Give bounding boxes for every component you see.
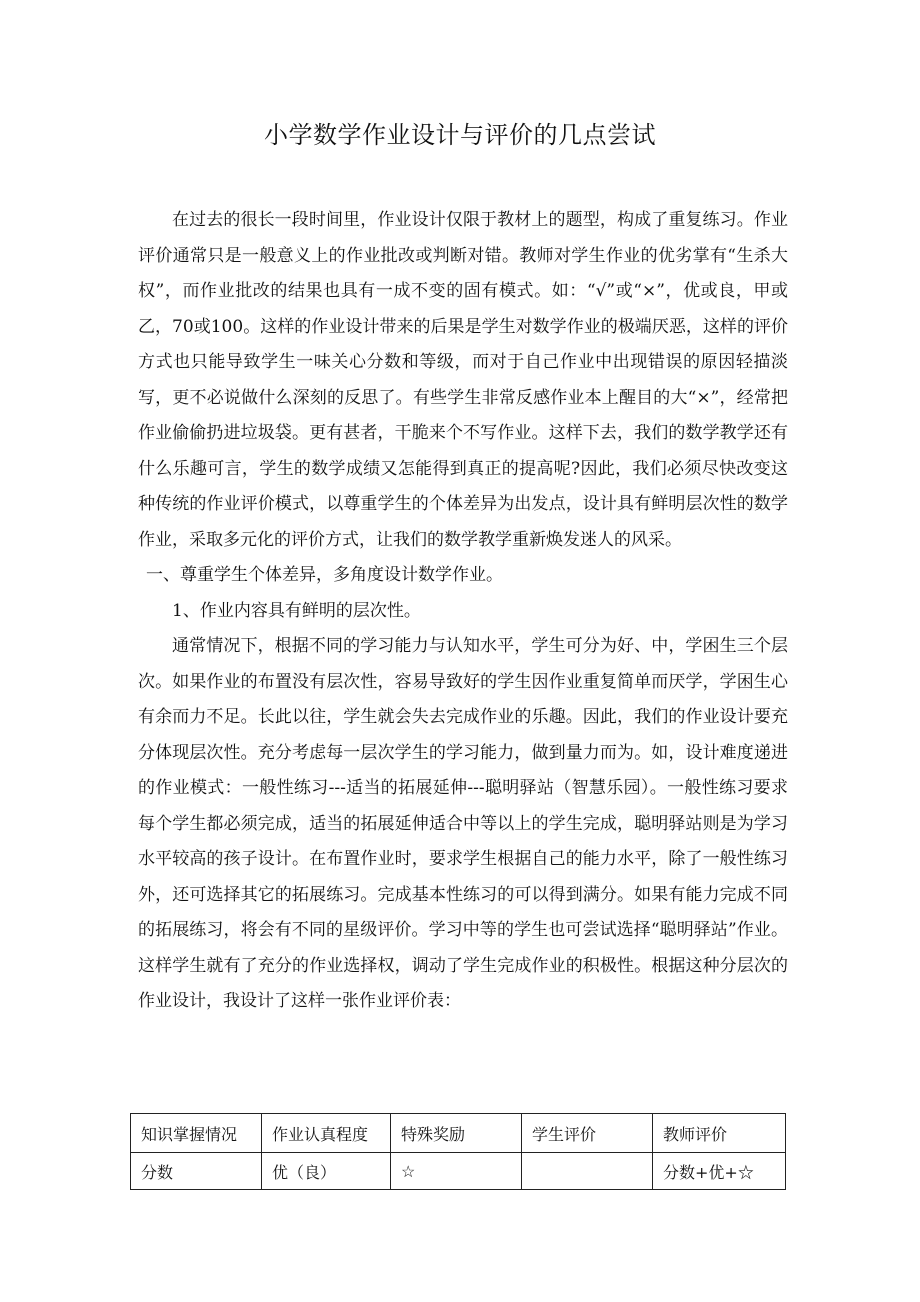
document-body	[138, 203, 788, 1020]
table-header-cell: 教师评价	[653, 1114, 786, 1153]
table-header-cell: 作业认真程度	[262, 1114, 391, 1153]
table-header-cell: 知识掌握情况	[131, 1114, 262, 1153]
table-cell: 分数	[131, 1153, 262, 1190]
subsection-heading-1: 1、作业内容具有鲜明的层次性。	[172, 600, 421, 621]
table-cell: ☆	[391, 1153, 522, 1190]
table-header-row	[131, 1114, 786, 1153]
section-heading-1: 一、尊重学生个体差异，多角度设计数学作业。	[146, 565, 503, 585]
table-cell: 分数+优+☆	[653, 1153, 786, 1190]
table-header-cell: 学生评价	[522, 1114, 653, 1153]
table-row	[131, 1153, 786, 1190]
layered-homework-paragraph: 通常情况下，根据不同的学习能力与认知水平，学生可分为好、中，学困生三个层次。如果作业的布置没有层次性，容易导致好的学生因作业重复简单而厌学，学困生心有余而力不足。长此以往，学生就会失去完成作业的乐趣。因此，我们的作业设计要充分体现层次性。充分考虑每一层次学生的学习能力，做到量力而为。如，设计难度递进的作业模式：一般性练习---适当的拓展延伸---聪明驿站（智慧乐园）。一般性练习要求每个学生都必须完成，适当的拓展延伸适合中等以上的学生完成，聪明驿站则是为学习水平较高的孩子设计。在布置作业时，要求学生根据自己的能力水平，除了一般性练习外，还可选择其它的拓展练习。完成基本性练习的可以得到满分。如果有能力完成不同的拓展练习，将会有不同的星级评价。学习中等的学生也可尝试选择“聪明驿站”作业。这样学生就有了充分的作业选择权，调动了学生完成作业的积极性。根据这种分层次的作业设计，我设计了这样一张作业评价表：	[138, 636, 788, 1011]
intro-paragraph: 在过去的很长一段时间里，作业设计仅限于教材上的题型，构成了重复练习。作业评价通常只是一般意义上的作业批改或判断对错。教师对学生作业的优劣掌有“生杀大权”，而作业批改的结果也具有一成不变的固有模式。如：“√”或“×”，优或良，甲或乙，70或100。这样的作业设计带来的后果是学生对数学作业的极端厌恶，这样的评价方式也只能导致学生一味关心分数和等级，而对于自己作业中出现错误的原因轻描淡写，更不必说做什么深刻的反思了。有些学生非常反感作业本上醒目的大“×”，经常把作业偷偷扔进垃圾袋。更有甚者，干脆来个不写作业。这样下去，我们的数学教学还有什么乐趣可言，学生的数学成绩又怎能得到真正的提高呢?因此，我们必须尽快改变这种传统的作业评价模式，以尊重学生的个体差异为出发点，设计具有鲜明层次性的数学作业，采取多元化的评价方式，让我们的数学教学重新焕发迷人的风采。	[138, 210, 788, 550]
table-header-cell: 特殊奖励	[391, 1114, 522, 1153]
table-cell: 优（良）	[262, 1153, 391, 1190]
homework-evaluation-table	[130, 1113, 786, 1190]
document-title: 小学数学作业设计与评价的几点尝试	[264, 121, 656, 149]
table-cell	[522, 1153, 653, 1190]
